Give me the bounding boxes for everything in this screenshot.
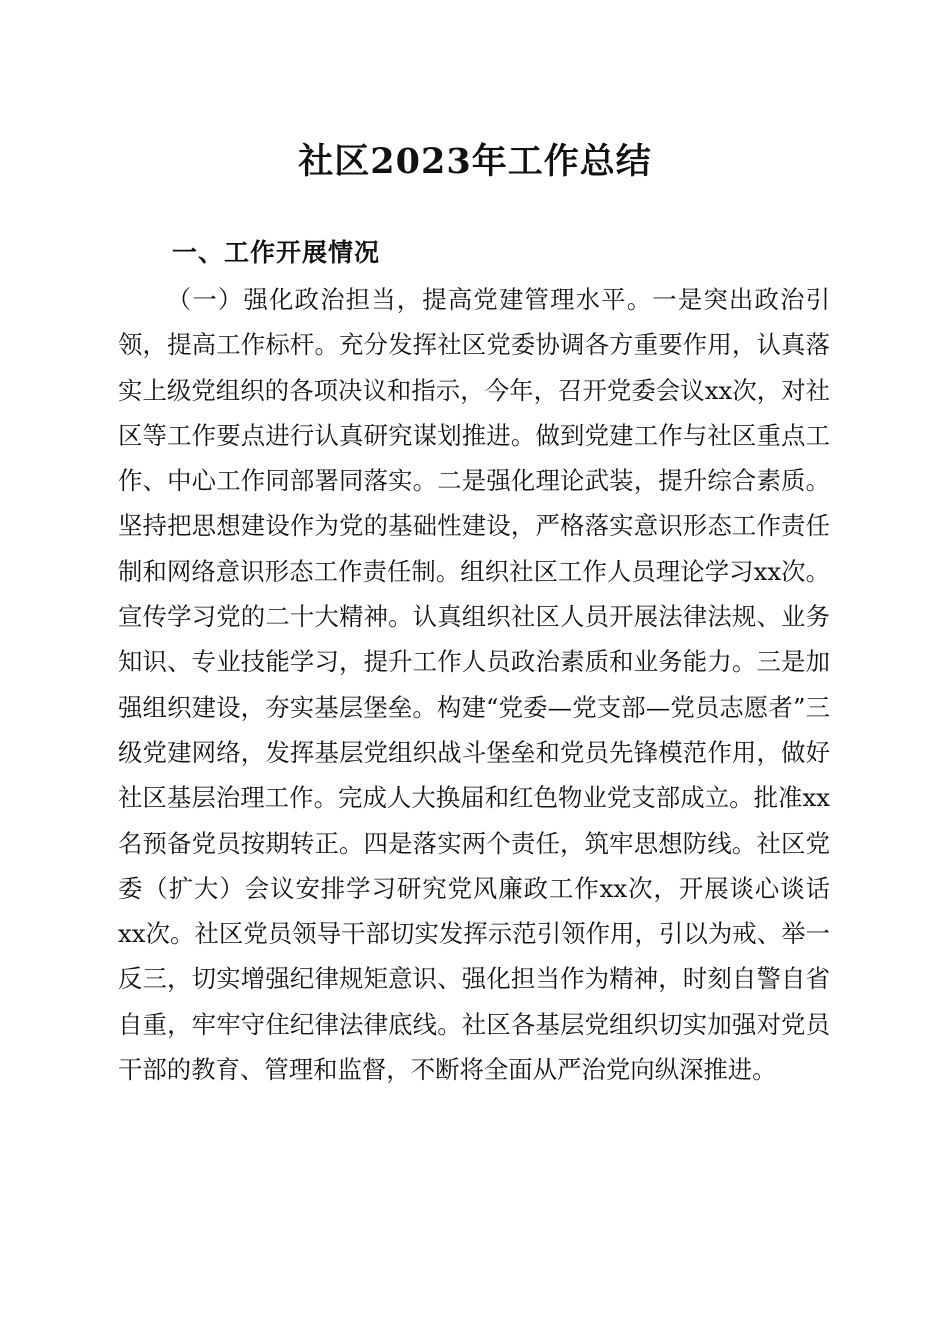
section-heading: 一、工作开展情况 [172, 238, 381, 267]
paragraph-body: 一是突出政治引领，提高工作标杆。充分发挥社区党委协调各方重要作用，认真落实上级党组织的各项决议和指示，今年，召开党委会议xx次，对社区等工作要点进行认真研究谋划推进。做到党建工作与社区重点工作、中心工作同部署同落实。二是强化理论武装，提升综合素质。坚持把思想建设作为党的基础性建设，严格落实意识形态工作责任制和网络意识形态工作责任制。组织社区工作人员理论学习xx次。宣传学习党的二十大精神。认真组织社区人员开展法律法规、业务知识、专业技能学习，提升工作人员政治素质和业务能力。三是加强组织建设，夯实基层堡垒。构建“党委—党支部—党员志愿者”三级党建网络，发挥基层党组织战斗堡垒和党员先锋模范作用，做好社区基层治理工作。完成人大换届和红色物业党支部成立。批准xx名预备党员按期转正。四是落实两个责任，筑牢思想防线。社区党委（扩大）会议安排学习研究党风廉政工作xx次，开展谈心谈话xx次。社区党员领导干部切实发挥示范引领作用，引以为戒、举一反三，切实增强纪律规矩意识、强化担当作为精神，时刻自警自省自重，牢牢守住纪律法律底线。社区各基层党组织切实加强对党员干部的教育、管理和监督，不断将全面从严治党向纵深推进。 [118, 285, 830, 1085]
body-paragraph [118, 277, 830, 1092]
document-title: 社区2023年工作总结 [298, 141, 652, 182]
paragraph-title: （一）强化政治担当，提高党建管理水平。 [166, 285, 653, 314]
